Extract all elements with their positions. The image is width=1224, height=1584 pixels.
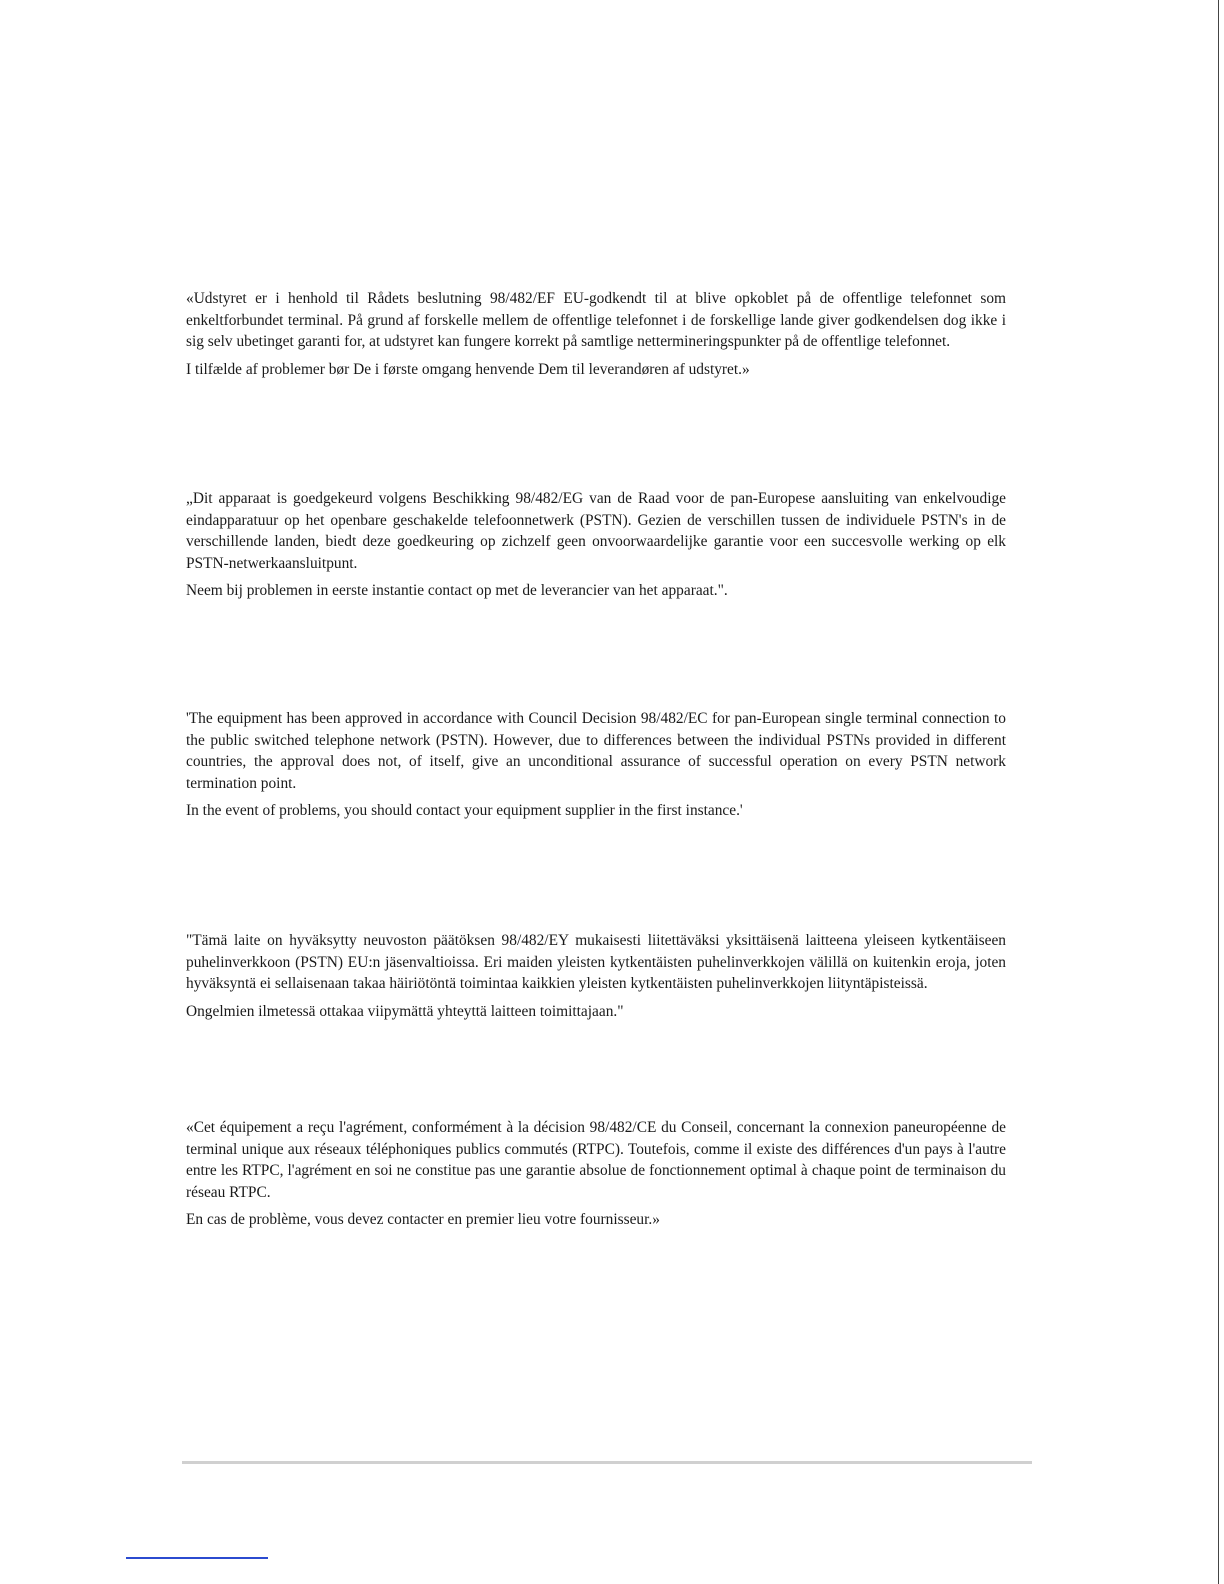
approval-notice-finnish [186, 930, 1006, 1022]
approval-notice-french [186, 1117, 1006, 1231]
notice-advice: Neem bij problemen in eerste instantie contact op met de leverancier van het apparaat.". [186, 582, 728, 599]
page-edge-line [1218, 0, 1219, 1584]
notice-statement: 'The equipment has been approved in accordance with Council Decision 98/482/EC for pan-European single terminal connection to the public switched telephone network (PSTN). However, due to differences between the individual PSTNs provided in different countries, the approval does not, of itself, give an unconditional assurance of successful operation on every PSTN network termination point. [186, 710, 1006, 792]
notice-statement: "Tämä laite on hyväksytty neuvoston päätöksen 98/482/EY mukaisesti liitettäväksi yksittäisenä laitteena yleiseen kytkentäiseen puhelinverkkoon (PSTN) EU:n jäsenvaltioissa. Eri maiden yleisten kytkentäisten puhelinverkkojen välillä on kuitenkin eroja, joten hyväksyntä ei sellaisenaan takaa häiriötöntä toimintaa kaikkien yleisten kytkentäisten puhelinverkkojen liityntäpisteissä. [186, 932, 1006, 992]
approval-notice-english [186, 708, 1006, 822]
notice-statement: «Cet équipement a reçu l'agrément, conformément à la décision 98/482/CE du Conseil, concernant la connexion paneuropéenne de terminal unique aux réseaux téléphoniques publics commutés (RTPC). Toutefois, comme il existe des différences d'un pays à l'autre entre les RTPC, l'agrément en soi ne constitue pas une garantie absolue de fonctionnement optimal à chaque point de terminaison du réseau RTPC. [186, 1119, 1006, 1201]
bottom-link-underline [126, 1557, 268, 1559]
notice-statement: „Dit apparaat is goedgekeurd volgens Beschikking 98/482/EG van de Raad voor de pan-Europese aansluiting van enkelvoudige eindapparatuur op het openbare geschakelde telefoonnetwerk (PSTN). Gezien de verschillen tussen de individuele PSTN's in de verschillende landen, biedt deze goedkeuring op zichzelf geen onvoorwaardelijke garantie voor een succesvolle werking op elk PSTN-netwerkaansluitpunt. [186, 490, 1006, 572]
notice-advice: I tilfælde af problemer bør De i første omgang henvende Dem til leverandøren af udstyret.» [186, 360, 750, 378]
notice-advice: En cas de problème, vous devez contacter en premier lieu votre fournisseur.» [186, 1211, 660, 1228]
approval-notice-danish [186, 288, 1006, 380]
approval-notice-dutch [186, 488, 1006, 602]
notice-advice: In the event of problems, you should contact your equipment supplier in the first instance.' [186, 802, 743, 819]
notice-statement: «Udstyret er i henhold til Rådets beslutning 98/482/EF EU-godkendt til at blive opkoblet på de offentlige telefonnet som enkeltforbundet terminal. På grund af forskelle mellem de offentlige telefonnet i de forskellige lande giver godkendelsen dog ikke i sig selv ubetinget garanti for, at udstyret kan fungere korrekt på samtlige nettermineringspunkter på de offentlige telefonnet. [186, 290, 1006, 350]
footer-divider [182, 1461, 1032, 1464]
notice-advice: Ongelmien ilmetessä ottakaa viipymättä yhteyttä laitteen toimittajaan." [186, 1002, 624, 1020]
